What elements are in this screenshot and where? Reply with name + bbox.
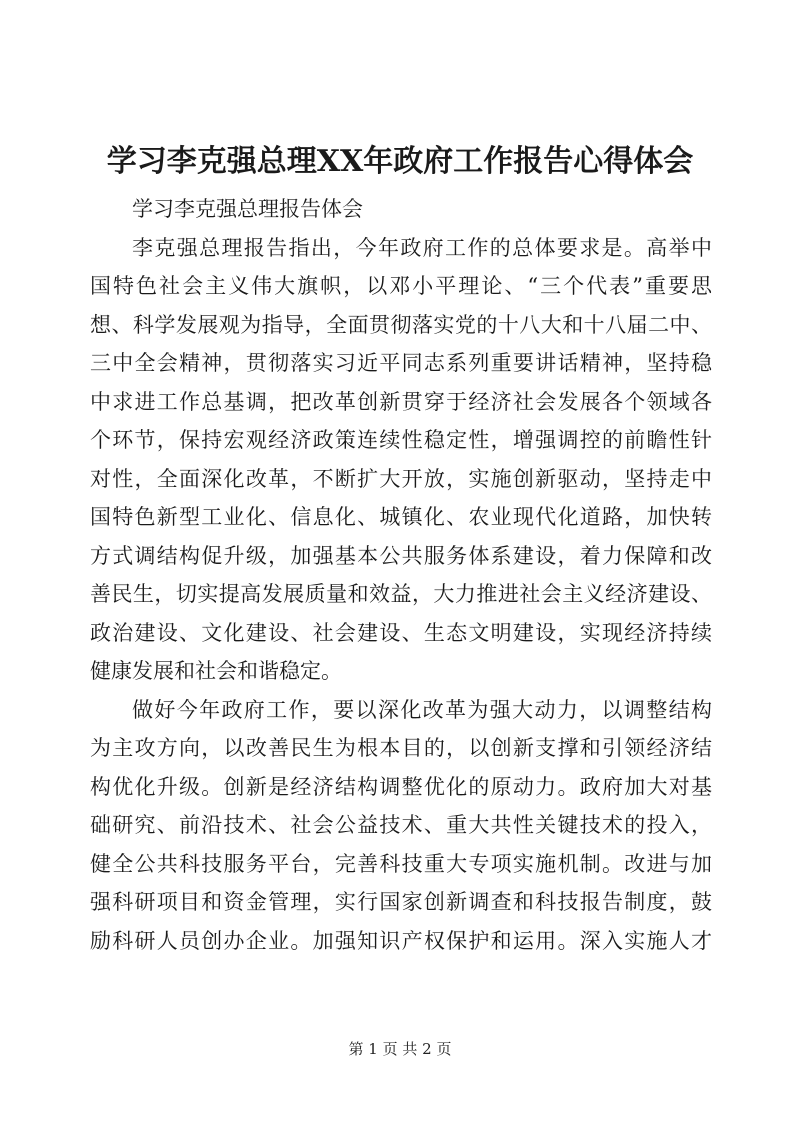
paragraph-line: 础研究、前沿技术、社会公益技术、重大共性关键技术的投入， xyxy=(90,813,712,837)
paragraph-line: 中求进工作总基调，把改革创新贯穿于经济社会发展各个领域各 xyxy=(90,389,712,414)
paragraph-line: 做好今年政府工作，要以深化改革为强大动力，以调整结构 xyxy=(132,697,712,722)
page-footer: 第 1 页 共 2 页 xyxy=(348,1040,452,1058)
document-title: 学习李克强总理XX年政府工作报告心得体会 xyxy=(106,144,694,179)
paragraph-line: 对性，全面深化改革，不断扩大开放，实施创新驱动，坚持走中 xyxy=(90,466,712,491)
paragraph-line: 善民生，切实提高发展质量和效益，大力推进社会主义经济建设、 xyxy=(90,582,712,606)
paragraph-1 xyxy=(90,229,712,691)
paragraph-line: 政治建设、文化建设、社会建设、生态文明建设，实现经济持续 xyxy=(90,620,712,645)
paragraph-line: 励科研人员创办企业。加强知识产权保护和运用。深入实施人才 xyxy=(90,928,712,953)
paragraph-line: 方式调结构促升级，加强基本公共服务体系建设，着力保障和改 xyxy=(90,543,712,568)
paragraph-line: 个环节，保持宏观经济政策连续性稳定性，增强调控的前瞻性针 xyxy=(90,428,712,452)
paragraph-2 xyxy=(90,691,712,961)
subtitle-paragraph xyxy=(90,190,712,229)
paragraph-line: 健康发展和社会和谐稳定。 xyxy=(90,659,342,683)
paragraph-line: 强科研项目和资金管理，实行国家创新调查和科技报告制度，鼓 xyxy=(90,890,712,914)
document-subtitle: 学习李克强总理报告体会 xyxy=(132,197,363,221)
paragraph-line: 想、科学发展观为指导，全面贯彻落实党的十八大和十八届二中、 xyxy=(90,312,712,337)
paragraph-line: 构优化升级。创新是经济结构调整优化的原动力。政府加大对基 xyxy=(90,774,712,799)
paragraph-line: 健全公共科技服务平台，完善科技重大专项实施机制。改进与加 xyxy=(90,851,712,876)
paragraph-line: 李克强总理报告指出，今年政府工作的总体要求是。高举中 xyxy=(132,235,712,260)
paragraph-line: 为主攻方向，以改善民生为根本目的，以创新支撑和引领经济结 xyxy=(90,736,712,760)
paragraph-line: 国特色社会主义伟大旗帜，以邓小平理论、“三个代表”重要思 xyxy=(90,274,712,298)
paragraph-line: 三中全会精神，贯彻落实习近平同志系列重要讲话精神，坚持稳 xyxy=(90,351,712,375)
paragraph-line: 国特色新型工业化、信息化、城镇化、农业现代化道路，加快转 xyxy=(90,505,712,529)
document-body xyxy=(90,190,712,960)
